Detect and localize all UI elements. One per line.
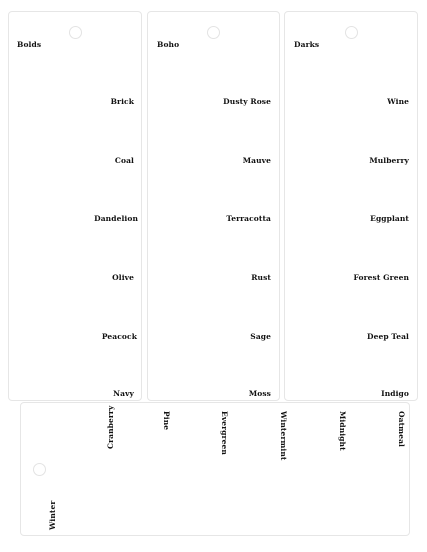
color-label: Forest Green (353, 273, 409, 282)
card-title: Winter (48, 500, 57, 530)
color-label: Peacock (101, 332, 137, 341)
card-title: Boho (157, 40, 180, 49)
card-title: Bolds (17, 40, 42, 49)
color-label: Eggplant (370, 214, 409, 223)
color-label: Deep Teal (366, 332, 409, 341)
swatch-card-winter (20, 402, 410, 536)
color-label: Brick (110, 97, 134, 106)
hang-hole-icon (33, 463, 46, 476)
color-label: Moss (248, 389, 271, 398)
color-label: Coal (114, 156, 134, 165)
swatch-card-bolds (8, 11, 142, 401)
color-label: Navy (113, 389, 134, 398)
color-label: Pine (162, 411, 171, 431)
color-label: Oatmeal (397, 411, 406, 447)
hang-hole-icon (207, 26, 220, 39)
color-label: Dusty Rose (223, 97, 271, 106)
color-label: Wintermint (279, 411, 288, 461)
color-label: Wine (387, 97, 409, 106)
color-label: Evergreen (220, 411, 229, 455)
color-label: Mauve (242, 156, 271, 165)
color-label: Rust (251, 273, 271, 282)
hang-hole-icon (345, 26, 358, 39)
swatch-card-darks (284, 11, 418, 401)
color-label: Sage (250, 332, 271, 341)
color-label: Dandelion (94, 214, 138, 223)
hang-hole-icon (69, 26, 82, 39)
swatch-card-boho (147, 11, 280, 401)
color-label: Terracotta (226, 214, 271, 223)
color-label: Cranberry (106, 405, 115, 449)
color-label: Mulberry (369, 156, 409, 165)
color-label: Indigo (381, 389, 409, 398)
color-label: Olive (112, 273, 134, 282)
card-title: Darks (294, 40, 320, 49)
color-label: Midnight (338, 411, 347, 451)
